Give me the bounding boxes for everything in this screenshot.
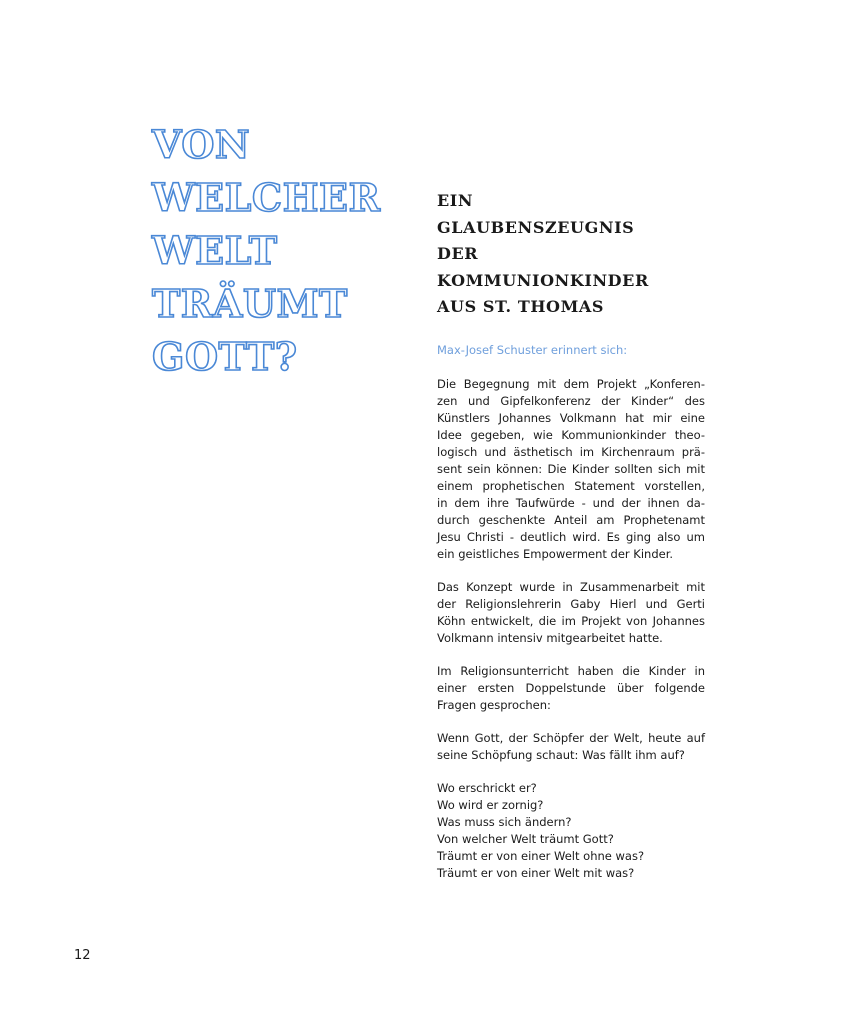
page-title: [152, 118, 392, 383]
title-line: WELT: [152, 228, 278, 273]
question-line: Träumt er von einer Welt mit was?: [437, 866, 635, 880]
text-line: Das Konzept wurde in Zusammenarbeit mit: [437, 580, 705, 594]
heading-line: DER: [437, 244, 479, 263]
text-line: einer ersten Doppelstunde über folgende: [437, 681, 705, 695]
text-line: Die Begegnung mit dem Projekt „Konferen-: [437, 377, 705, 391]
text-line: durch geschenkte Anteil am Prophetenamt: [437, 513, 705, 527]
heading-line: GLAUBENSZEUGNIS: [437, 217, 635, 237]
text-line: seine Schöpfung schaut: Was fällt ihm auf?: [437, 748, 685, 762]
question-list: [437, 780, 705, 882]
paragraph: [437, 730, 705, 764]
page-number: 12: [74, 948, 91, 963]
text-line: der Religionslehrerin Gaby Hierl und Gerti: [437, 597, 705, 611]
text-line: Jesu Christi - deutlich wird. Es ging also um: [437, 530, 705, 544]
question-line: Von welcher Welt träumt Gott?: [437, 832, 614, 846]
question-line: Träumt er von einer Welt ohne was?: [437, 849, 645, 863]
paragraph: [437, 663, 705, 714]
text-line: ein geistliches Empowerment der Kinder.: [437, 547, 674, 561]
title-line: TRÄUMT: [152, 281, 348, 326]
text-line: logisch und ästhetisch im Kirchenraum prä-: [437, 445, 705, 459]
body-text: [437, 376, 705, 898]
text-line: Im Religionsunterricht haben die Kinder in: [437, 664, 705, 678]
title-line: WELCHER: [152, 175, 381, 220]
text-line: Wenn Gott, der Schöpfer der Welt, heute auf: [437, 731, 705, 745]
heading-line: AUS ST. THOMAS: [437, 297, 605, 316]
heading-line: KOMMUNIONKINDER: [437, 270, 649, 290]
question-line: Wo erschrickt er?: [437, 781, 537, 795]
text-line: Volkmann intensiv mitgearbeitet hatte.: [437, 631, 663, 645]
text-line: Künstlers Johannes Volkmann hat mir eine: [437, 411, 705, 425]
text-line: Köhn entwickelt, die im Projekt von Johannes: [437, 614, 705, 628]
title-line: VON: [152, 122, 251, 167]
text-line: Idee gegeben, wie Kommunionkinder theo-: [437, 428, 705, 442]
paragraph: [437, 376, 705, 563]
title-line: GOTT?: [152, 334, 298, 379]
text-line: sent sein können: Die Kinder sollten sich mit: [437, 462, 705, 476]
heading-line: EIN: [437, 191, 474, 210]
question-line: Was muss sich ändern?: [437, 815, 572, 829]
paragraph: [437, 579, 705, 647]
article-heading: [437, 188, 737, 321]
text-line: zen und Gipfelkonferenz der Kinder“ des: [437, 394, 705, 408]
text-line: einem prophetischen Statement vorstellen,: [437, 479, 705, 493]
text-line: Fragen gesprochen:: [437, 698, 551, 712]
text-line: in dem ihre Taufwürde - und der ihnen da-: [437, 496, 705, 510]
question-line: Wo wird er zornig?: [437, 798, 544, 812]
byline: Max-Josef Schuster erinnert sich:: [437, 343, 628, 357]
